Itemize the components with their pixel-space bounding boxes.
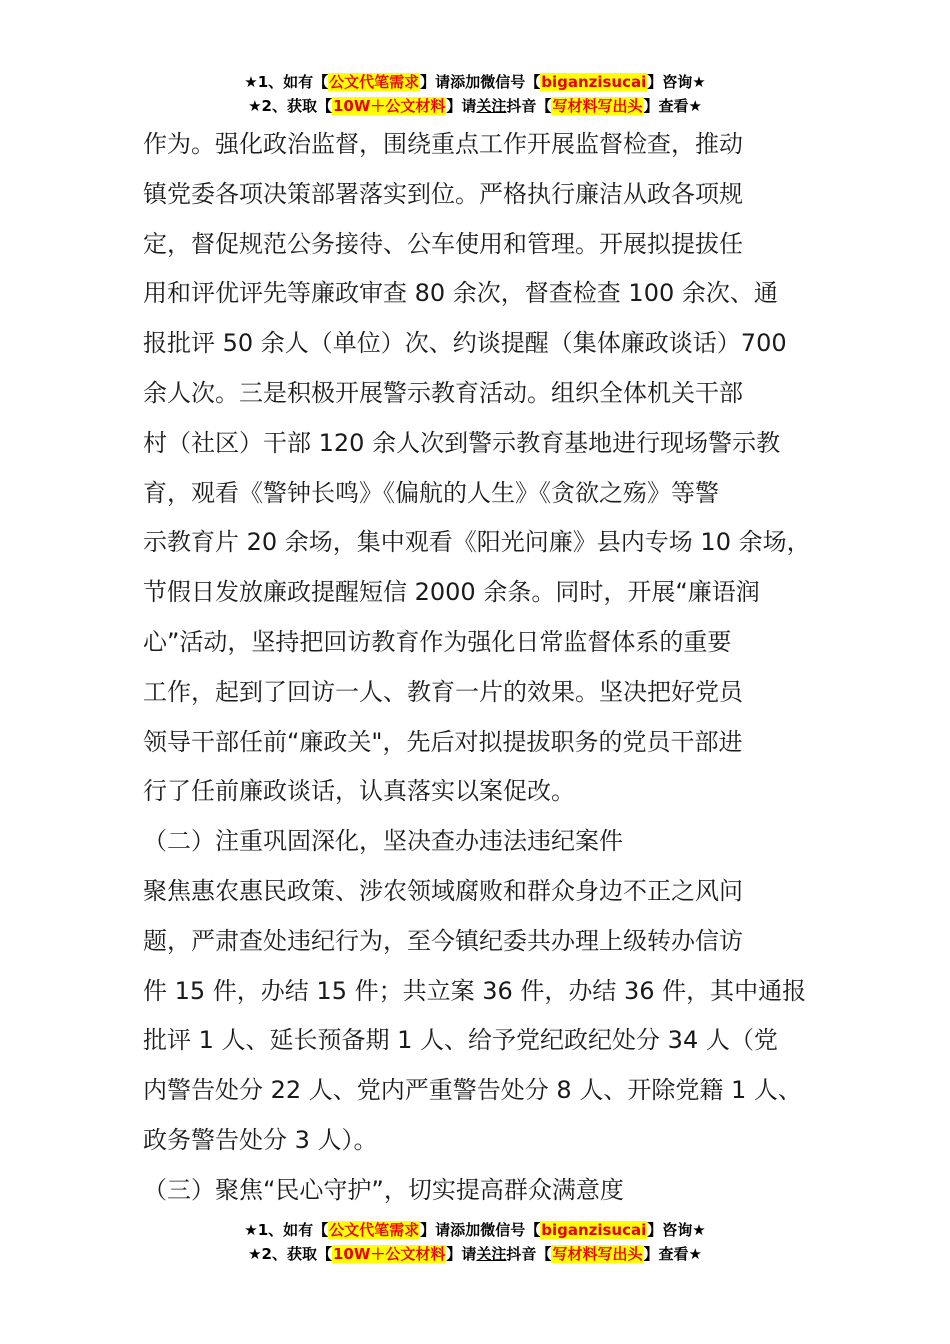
- section-heading-3: （三）聚焦“民心守护”，切实提高群众满意度: [143, 1175, 624, 1204]
- promo-text: 】查看★: [643, 97, 702, 115]
- promo-text: 】请添: [420, 73, 466, 91]
- promo-text: 】咨询★: [647, 73, 706, 91]
- douyin-id-highlight: 写材料写出头: [552, 1245, 643, 1263]
- promo-text: 】查看★: [643, 1245, 702, 1263]
- promo-text: 抖音【: [506, 1245, 552, 1263]
- body-line: 镇党委各项决策部署落实到位。严格执行廉洁从政各项规: [143, 179, 743, 208]
- body-line: 定，督促规范公务接待、公车使用和管理。开展拟提拔任: [143, 229, 743, 258]
- wechat-id-highlight: biganzisucai: [541, 73, 647, 91]
- promo-text: 】请: [446, 1245, 477, 1263]
- promo-highlight: 10W＋公文材料: [332, 97, 446, 115]
- promo-highlight: 公文代笔需求: [329, 73, 420, 91]
- body-line: 村（社区）干部 120 余人次到警示教育基地进行现场警示教: [143, 428, 781, 457]
- body-line: 余人次。三是积极开展警示教育活动。组织全体机关干部: [143, 378, 743, 407]
- body-line: 聚焦惠农惠民政策、涉农领域腐败和群众身边不正之风问: [143, 876, 743, 905]
- douyin-id-highlight: 写材料写出头: [552, 97, 643, 115]
- promo-line-2: [0, 1242, 950, 1266]
- promo-line-1: [0, 70, 950, 94]
- promo-text: ★2、获取【: [248, 1245, 332, 1263]
- promo-text: 】咨询★: [647, 1221, 706, 1239]
- promo-text: 微信号【: [480, 73, 541, 91]
- body-line: 节假日发放廉政提醒短信 2000 余条。同时，开展“廉语润: [143, 578, 760, 607]
- promo-line-1: [0, 1218, 950, 1242]
- body-line: 心”活动，坚持把回访教育作为强化日常监督体系的重要: [143, 627, 732, 656]
- promo-text: 关注: [476, 97, 507, 115]
- promo-text: 微信号【: [480, 1221, 541, 1239]
- promo-banner-top: [0, 70, 950, 118]
- promo-text: ★2、获取【: [248, 97, 332, 115]
- body-line: 报批评 50 余人（单位）次、约谈提醒（集体廉政谈话）700: [143, 329, 787, 358]
- body-line: 内警告处分 22 人、党内严重警告处分 8 人、开除党籍 1 人、: [143, 1076, 802, 1105]
- body-line: 育，观看《警钟长鸣》《偏航的人生》《贪欲之殇》等警: [143, 478, 719, 507]
- promo-text: 抖音【: [506, 97, 552, 115]
- promo-text: 关注: [476, 1245, 507, 1263]
- promo-text: 加: [465, 73, 481, 91]
- body-line: 件 15 件，办结 15 件；共立案 36 件，办结 36 件，其中通报: [143, 976, 807, 1005]
- body-line: 作为。强化政治监督，围绕重点工作开展监督检查，推动: [143, 130, 743, 158]
- body-line: 政务警告处分 3 人）。: [143, 1125, 378, 1154]
- document-body: [143, 120, 833, 1216]
- wechat-id-highlight: biganzisucai: [541, 1221, 647, 1239]
- body-line: 领导干部任前“廉政关"，先后对拟提拔职务的党员干部进: [143, 727, 743, 756]
- body-line: 行了任前廉政谈话，认真落实以案促改。: [143, 777, 575, 806]
- promo-text: 】请: [446, 97, 477, 115]
- body-line: 批评 1 人、延长预备期 1 人、给予党纪政纪处分 34 人（党: [143, 1026, 778, 1055]
- promo-text: ★1、如有【: [244, 73, 329, 91]
- promo-banner-bottom: [0, 1218, 950, 1266]
- promo-highlight: 10W＋公文材料: [332, 1245, 446, 1263]
- promo-highlight: 公文代笔需求: [329, 1221, 420, 1239]
- promo-text: 加: [465, 1221, 481, 1239]
- body-line: 示教育片 20 余场，集中观看《阳光问廉》县内专场 10 余场，: [143, 528, 811, 557]
- body-line: 用和评优评先等廉政审查 80 余次，督查检查 100 余次、通: [143, 279, 778, 308]
- promo-text: 】请添: [420, 1221, 466, 1239]
- section-heading-2: （二）注重巩固深化，坚决查办违法违纪案件: [143, 827, 623, 856]
- body-line: 题，严肃查处违纪行为，至今镇纪委共办理上级转办信访: [143, 926, 743, 955]
- promo-text: ★1、如有【: [244, 1221, 329, 1239]
- body-line: 工作，起到了回访一人、教育一片的效果。坚决把好党员: [143, 677, 743, 706]
- promo-line-2: [0, 94, 950, 118]
